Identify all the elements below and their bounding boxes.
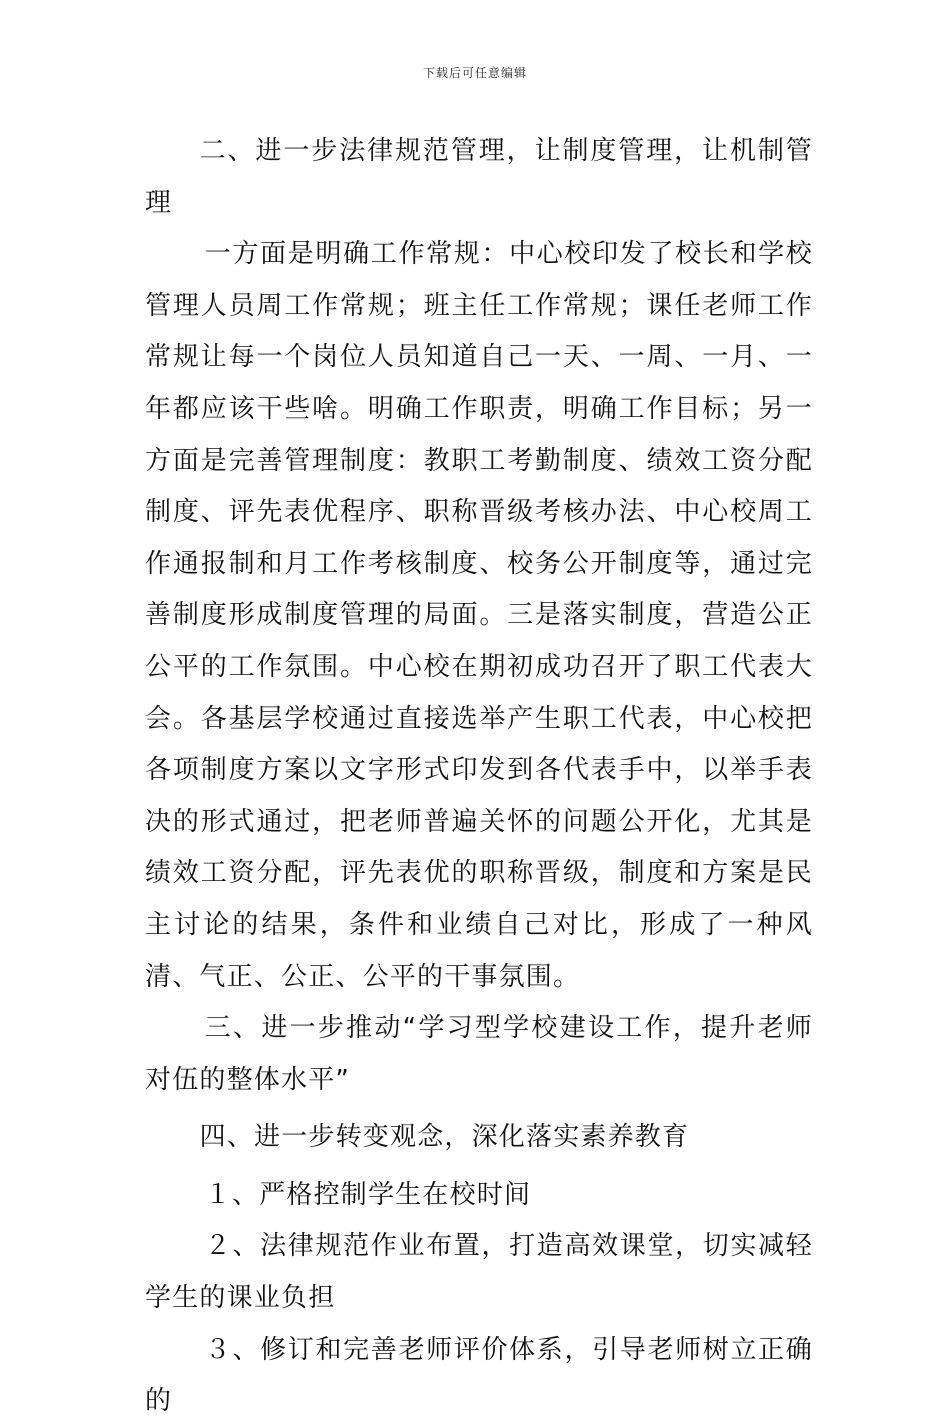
list-item-1: １、严格控制学生在校时间	[204, 1179, 532, 1210]
document-body	[145, 126, 813, 1428]
section-heading-4: 四、进一步转变观念，深化落实素养教育	[199, 1122, 690, 1153]
list-item-2: ２、法律规范作业布置，打造高效课堂，切实减轻学生的课业负担	[145, 1231, 813, 1314]
section-heading-3: 三、进一步推动“学习型学校建设工作，提升老师对伍的整体水平”	[145, 1013, 813, 1095]
page-header: 下载后可任意编辑	[422, 66, 527, 80]
list-item-3: ３、修订和完善老师评价体系，引导老师树立正确的	[145, 1334, 813, 1417]
section-heading-2: 二、进一步法律规范管理，让制度管理，让机制管理	[145, 136, 813, 218]
body-paragraph: 一方面是明确工作常规：中心校印发了校长和学校管理人员周工作常规；班主任工作常规；课任老师工作常规让每一个岗位人员知道自己一天、一周、一月、一年都应该干些啥。明确工作职责，明确工作目标；另一方面是完善管理制度：教职工考勤制度、绩效工资分配制度、评先表优程序、职称晋级考核办法、中心校周工作通报制和月工作考核制度、校务公开制度等，通过完善制度形成制度管理的局面。三是落实制度，营造公正公平的工作氛围。中心校在期初成功召开了职工代表大会。各基层学校通过直接选举产生职工代表，中心校把各项制度方案以文字形式印发到各代表手中，以举手表决的形式通过，把老师普遍关怀的问题公开化，尤其是绩效工资分配，评先表优的职称晋级，制度和方案是民主讨论的结果，条件和业绩自己对比，形成了一种风清、气正、公正、公平的干事氛围。	[145, 239, 813, 992]
